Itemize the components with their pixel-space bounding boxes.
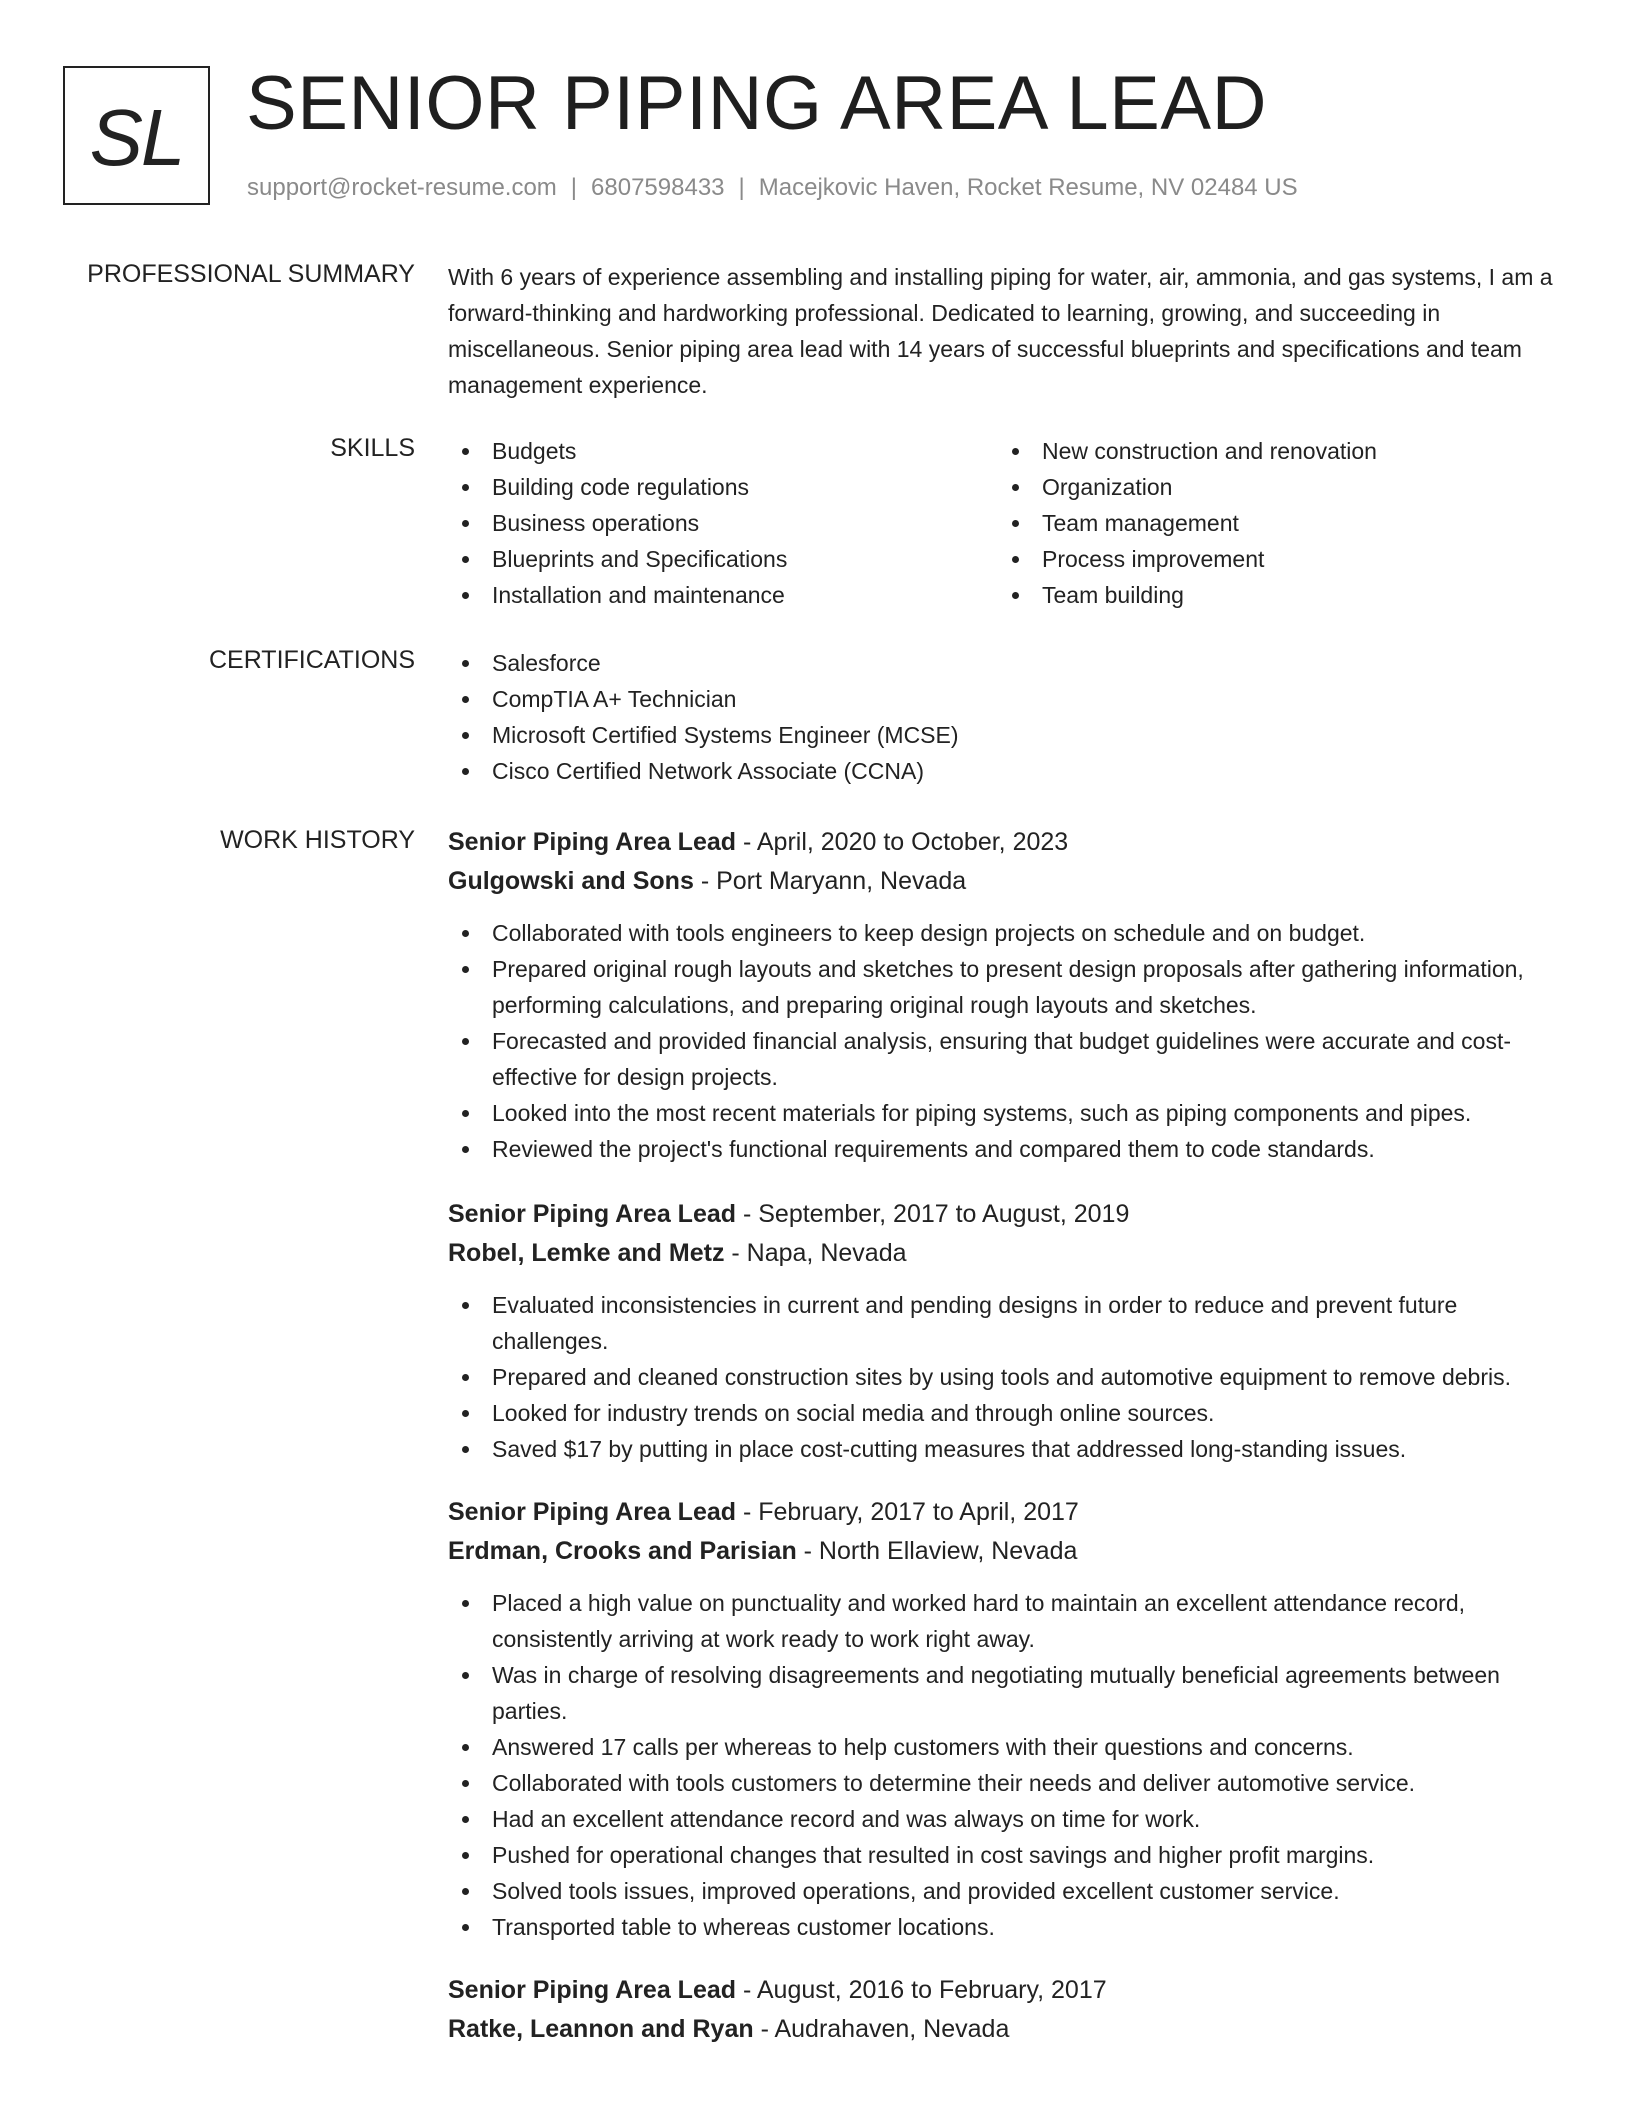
job-bullet: Looked into the most recent materials for piping systems, such as piping components and pipes. <box>448 1095 1568 1131</box>
job-company-line <box>448 1234 1568 1273</box>
job-bullet: Reviewed the project's functional requirements and compared them to code standards. <box>448 1131 1568 1167</box>
job-bullet: Pushed for operational changes that resulted in cost savings and higher profit margins. <box>448 1837 1568 1873</box>
monogram-initials: SL <box>89 92 184 182</box>
job-bullet: Had an excellent attendance record and was always on time for work. <box>448 1801 1568 1837</box>
skills-list-left <box>448 433 998 613</box>
job-company: Gulgowski and Sons <box>448 867 694 895</box>
job-location: - Port Maryann, Nevada <box>693 867 967 895</box>
job-title: Senior Piping Area Lead <box>448 1498 737 1526</box>
job-title-line <box>448 1195 1568 1234</box>
certification-item: Microsoft Certified Systems Engineer (MCSE) <box>448 717 1568 753</box>
job-title: Senior Piping Area Lead <box>448 1976 737 2004</box>
job-bullet: Prepared original rough layouts and sketches to present design proposals after gathering information, performing calculations, and preparing original rough layouts and sketches. <box>448 951 1568 1023</box>
contact-email: support@rocket-resume.com <box>247 174 557 201</box>
job-bullet: Transported table to whereas customer locations. <box>448 1909 1568 1945</box>
skill-item: Blueprints and Specifications <box>448 541 998 577</box>
job-entry <box>448 1493 1568 1945</box>
job-bullet-list <box>448 915 1568 1167</box>
job-company-line <box>448 862 1568 901</box>
job-entry <box>448 1195 1568 1467</box>
job-company: Robel, Lemke and Metz <box>448 1239 725 1267</box>
job-bullet: Saved $17 by putting in place cost-cutting measures that addressed long-standing issues. <box>448 1431 1568 1467</box>
job-location: - Napa, Nevada <box>724 1239 907 1267</box>
summary-label: PROFESSIONAL SUMMARY <box>87 260 415 288</box>
job-bullet: Solved tools issues, improved operations, and provided excellent customer service. <box>448 1873 1568 1909</box>
job-dates: - April, 2020 to October, 2023 <box>736 828 1069 856</box>
job-title-line <box>448 1493 1568 1532</box>
certifications-label: CERTIFICATIONS <box>208 646 415 674</box>
job-dates: - August, 2016 to February, 2017 <box>736 1976 1107 2004</box>
skills-columns <box>448 433 1568 613</box>
contact-separator: | <box>738 174 745 201</box>
skill-item: Process improvement <box>998 541 1548 577</box>
job-bullet: Placed a high value on punctuality and worked hard to maintain an excellent attendance record, consistently arriving at work ready to work right away. <box>448 1585 1568 1657</box>
certifications-list <box>448 645 1568 789</box>
certification-item: Cisco Certified Network Associate (CCNA) <box>448 753 1568 789</box>
work-history-label: WORK HISTORY <box>220 826 415 854</box>
job-title-line <box>448 823 1568 862</box>
contact-address: Macejkovic Haven, Rocket Resume, NV 02484 US <box>758 174 1298 201</box>
job-title: Senior Piping Area Lead <box>448 828 737 856</box>
job-bullet: Collaborated with tools engineers to keep design projects on schedule and on budget. <box>448 915 1568 951</box>
skills-list-right <box>998 433 1548 613</box>
job-bullet-list <box>448 1287 1568 1467</box>
summary-text: With 6 years of experience assembling and installing piping for water, air, ammonia, and gas systems, I am a forward-thinking and hardworking professional. Dedicated to learning, growing, and succeeding in miscellaneous. Senior piping area lead with 14 years of successful blueprints and specifications and team management experience. <box>448 264 1553 398</box>
contact-line <box>247 174 1298 202</box>
job-bullet: Evaluated inconsistencies in current and pending designs in order to reduce and prevent future challenges. <box>448 1287 1568 1359</box>
job-title: Senior Piping Area Lead <box>448 1200 737 1228</box>
job-entry <box>448 823 1568 1167</box>
skill-item: Budgets <box>448 433 998 469</box>
contact-phone: 6807598433 <box>591 174 725 201</box>
resume-title: SENIOR PIPING AREA LEAD <box>246 61 1267 146</box>
job-bullet: Collaborated with tools customers to determine their needs and deliver automotive service. <box>448 1765 1568 1801</box>
monogram-box <box>63 66 210 205</box>
skill-item: Building code regulations <box>448 469 998 505</box>
job-company-line <box>448 2010 1568 2049</box>
skill-item: Business operations <box>448 505 998 541</box>
job-bullet: Forecasted and provided financial analysis, ensuring that budget guidelines were accurate and cost-effective for design projects. <box>448 1023 1568 1095</box>
job-entry <box>448 1971 1568 2049</box>
skill-item: Organization <box>998 469 1548 505</box>
job-bullet: Was in charge of resolving disagreements and negotiating mutually beneficial agreements between parties. <box>448 1657 1568 1729</box>
skill-item: Team management <box>998 505 1548 541</box>
job-bullet: Prepared and cleaned construction sites by using tools and automotive equipment to remove debris. <box>448 1359 1568 1395</box>
skill-item: New construction and renovation <box>998 433 1548 469</box>
job-company: Erdman, Crooks and Parisian <box>448 1537 797 1565</box>
work-history-body <box>448 823 1568 2049</box>
job-bullet-list <box>448 1585 1568 1945</box>
job-dates: - February, 2017 to April, 2017 <box>736 1498 1079 1526</box>
job-company: Ratke, Leannon and Ryan <box>448 2015 754 2043</box>
certification-item: Salesforce <box>448 645 1568 681</box>
job-location: - North Ellaview, Nevada <box>796 1537 1078 1565</box>
job-dates: - September, 2017 to August, 2019 <box>736 1200 1130 1228</box>
certification-item: CompTIA A+ Technician <box>448 681 1568 717</box>
job-company-line <box>448 1532 1568 1571</box>
contact-separator: | <box>570 174 578 201</box>
skill-item: Installation and maintenance <box>448 577 998 613</box>
skill-item: Team building <box>998 577 1548 613</box>
job-bullet: Looked for industry trends on social media and through online sources. <box>448 1395 1568 1431</box>
certifications-body <box>448 645 1568 789</box>
job-title-line <box>448 1971 1568 2010</box>
job-bullet: Answered 17 calls per whereas to help customers with their questions and concerns. <box>448 1729 1568 1765</box>
job-location: - Audrahaven, Nevada <box>753 2015 1010 2043</box>
skills-label: SKILLS <box>330 434 415 462</box>
